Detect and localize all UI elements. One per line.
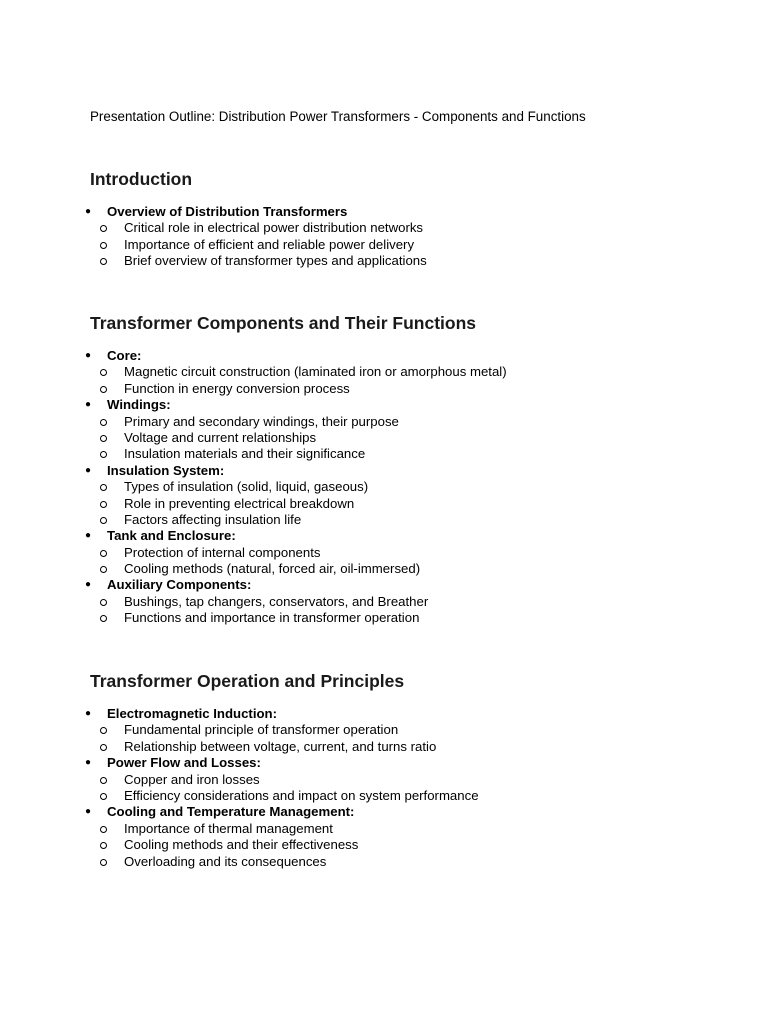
- sub-list-item-text: Efficiency considerations and impact on system performance: [124, 787, 479, 803]
- sub-list-item-text: Role in preventing electrical breakdown: [124, 495, 355, 511]
- sub-list-item-text: Copper and iron losses: [124, 771, 260, 787]
- circle-bullet-icon: [100, 566, 107, 573]
- list-item-label: Power Flow and Losses:: [107, 755, 261, 771]
- sub-list-item-text: Fundamental principle of transformer operation: [124, 722, 399, 738]
- bullet-icon: ●: [85, 757, 92, 769]
- sub-list-item-text: Bushings, tap changers, conservators, and Breather: [124, 593, 429, 609]
- bullet-icon: ●: [85, 350, 92, 361]
- bullet-icon: ●: [85, 579, 92, 591]
- circle-bullet-icon: [100, 615, 107, 622]
- circle-bullet-icon: [100, 484, 107, 491]
- sub-list-item-text: Importance of thermal management: [124, 820, 333, 836]
- circle-bullet-icon: [100, 777, 107, 784]
- circle-bullet-icon: [100, 599, 107, 606]
- list-item-label: Cooling and Temperature Management:: [107, 804, 355, 820]
- list-item-label: Windings:: [107, 397, 171, 413]
- circle-bullet-icon: [100, 727, 107, 734]
- sub-list-item-text: Magnetic circuit construction (laminated iron or amorphous metal): [124, 364, 507, 380]
- document-title: Presentation Outline: Distribution Power Transformers - Components and Functions: [90, 109, 586, 124]
- sub-list-item-text: Primary and secondary windings, their purpose: [124, 413, 399, 429]
- circle-bullet-icon: [100, 225, 107, 232]
- sub-list-item-text: Cooling methods (natural, forced air, oil-immersed): [124, 561, 421, 577]
- bullet-icon: ●: [85, 708, 92, 719]
- sub-list-item-text: Critical role in electrical power distribution networks: [124, 220, 424, 236]
- circle-bullet-icon: [100, 242, 107, 249]
- circle-bullet-icon: [100, 435, 107, 442]
- bullet-icon: ●: [85, 206, 92, 217]
- bullet-icon: ●: [85, 806, 92, 818]
- list-item-label: Auxiliary Components:: [107, 577, 252, 593]
- list-item-label: Insulation System:: [107, 462, 225, 478]
- circle-bullet-icon: [100, 517, 107, 524]
- circle-bullet-icon: [100, 793, 107, 800]
- bullet-icon: ●: [85, 530, 92, 542]
- list-item-label: Electromagnetic Induction:: [107, 706, 277, 721]
- list-item-label: Tank and Enclosure:: [107, 528, 236, 544]
- sub-list-item-text: Overloading and its consequences: [124, 853, 327, 869]
- list-item-label: Core:: [107, 348, 142, 363]
- bullet-icon: ●: [85, 464, 92, 476]
- sub-list-item-text: Types of insulation (solid, liquid, gaseous): [124, 479, 369, 495]
- sub-list-item-text: Function in energy conversion process: [124, 380, 350, 396]
- circle-bullet-icon: [100, 419, 107, 426]
- circle-bullet-icon: [100, 369, 107, 376]
- section-heading: Introduction: [90, 169, 193, 189]
- circle-bullet-icon: [100, 386, 107, 393]
- section-heading: Transformer Components and Their Functions: [90, 313, 477, 333]
- list-item-label: Overview of Distribution Transformers: [107, 204, 348, 219]
- circle-bullet-icon: [100, 258, 107, 265]
- section-heading: Transformer Operation and Principles: [90, 671, 405, 691]
- sub-list-item-text: Insulation materials and their significance: [124, 446, 366, 462]
- sub-list-item-text: Voltage and current relationships: [124, 429, 317, 445]
- sub-list-item-text: Protection of internal components: [124, 544, 321, 560]
- bullet-icon: ●: [85, 399, 92, 411]
- sub-list-item-text: Importance of efficient and reliable power delivery: [124, 236, 415, 252]
- sub-list-item-text: Relationship between voltage, current, and turns ratio: [124, 738, 437, 754]
- sub-list-item-text: Brief overview of transformer types and applications: [124, 253, 427, 269]
- circle-bullet-icon: [100, 859, 107, 866]
- circle-bullet-icon: [100, 826, 107, 833]
- circle-bullet-icon: [100, 744, 107, 751]
- sub-list-item-text: Functions and importance in transformer operation: [124, 610, 420, 626]
- sub-list-item-text: Cooling methods and their effectiveness: [124, 837, 359, 853]
- circle-bullet-icon: [100, 501, 107, 508]
- circle-bullet-icon: [100, 550, 107, 557]
- circle-bullet-icon: [100, 842, 107, 849]
- circle-bullet-icon: [100, 451, 107, 458]
- sub-list-item-text: Factors affecting insulation life: [124, 511, 302, 527]
